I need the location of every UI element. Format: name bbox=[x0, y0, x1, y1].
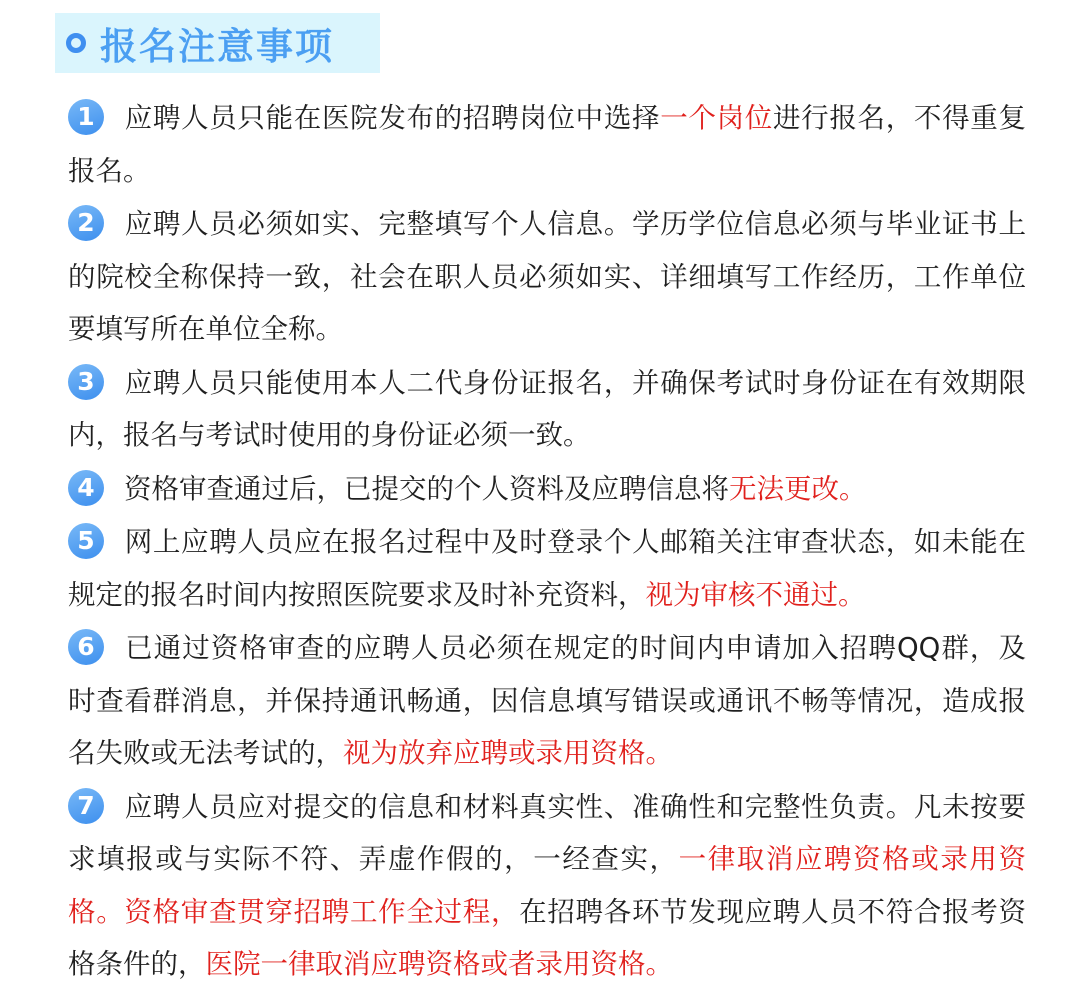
notice-line bbox=[68, 727, 1026, 780]
notice-line bbox=[68, 938, 1026, 991]
notice-item bbox=[68, 357, 1026, 462]
notice-text: 规定的报名时间内按照医院要求及时补充资料， bbox=[68, 578, 646, 611]
number-badge-icon: 2 bbox=[68, 205, 104, 241]
number-badge-icon: 3 bbox=[68, 364, 104, 400]
highlighted-text: 视为审核不通过。 bbox=[645, 578, 866, 611]
highlighted-text: 一个岗位 bbox=[660, 102, 773, 134]
notice-text: 要填写所在单位全称。 bbox=[68, 313, 343, 345]
notice-text: 应聘人员只能在医院发布的招聘岗位中选择 bbox=[124, 102, 661, 134]
notice-item bbox=[68, 463, 1026, 516]
notice-line bbox=[68, 886, 1026, 939]
notice-line bbox=[68, 92, 1026, 145]
notice-line bbox=[68, 303, 1026, 356]
notice-line bbox=[68, 145, 1026, 198]
notice-item bbox=[68, 198, 1026, 356]
highlighted-text: 一律取消应聘资格或录用资 bbox=[678, 843, 1026, 875]
notice-list bbox=[68, 92, 1026, 992]
notice-line bbox=[68, 622, 1026, 675]
notice-text: 应聘人员应对提交的信息和材料真实性、准确性和完整性负责。凡未按要 bbox=[124, 790, 1026, 823]
notice-text: 进行报名，不得重复 bbox=[773, 102, 1026, 134]
number-badge-icon: 6 bbox=[68, 629, 104, 665]
notice-text: 名失败或无法考试的， bbox=[68, 737, 343, 769]
notice-item bbox=[68, 92, 1026, 197]
notice-item bbox=[68, 622, 1026, 780]
notice-line bbox=[68, 781, 1026, 834]
circle-icon bbox=[66, 33, 86, 53]
highlighted-text: 无法更改。 bbox=[729, 472, 867, 505]
number-badge-icon: 7 bbox=[68, 788, 104, 824]
notice-line bbox=[68, 516, 1026, 569]
notice-text: 资格审查通过后，已提交的个人资料及应聘信息将 bbox=[124, 472, 729, 505]
section-header bbox=[55, 13, 380, 73]
notice-text: 的院校全称保持一致，社会在职人员必须如实、详细填写工作经历，工作单位 bbox=[68, 260, 1026, 293]
notice-line bbox=[68, 198, 1026, 251]
notice-text: 内，报名与考试时使用的身份证必须一致。 bbox=[68, 419, 591, 451]
number-badge-icon: 4 bbox=[68, 470, 104, 506]
notice-line bbox=[68, 409, 1026, 462]
notice-line bbox=[68, 833, 1026, 886]
notice-line bbox=[68, 357, 1026, 410]
notice-text: 在招聘各环节发现应聘人员不符合报考资 bbox=[519, 895, 1027, 928]
highlighted-text: 视为放弃应聘或录用资格。 bbox=[343, 737, 673, 769]
notice-text: 已通过资格审查的应聘人员必须在规定的时间内申请加入招聘QQ群，及 bbox=[124, 632, 1026, 664]
number-badge-icon: 1 bbox=[68, 99, 104, 135]
number-badge-icon: 5 bbox=[68, 523, 104, 559]
notice-line bbox=[68, 675, 1026, 728]
notice-item bbox=[68, 781, 1026, 991]
notice-text: 网上应聘人员应在报名过程中及时登录个人邮箱关注审查状态，如未能在 bbox=[124, 526, 1026, 558]
notice-line bbox=[68, 569, 1026, 622]
notice-line bbox=[68, 463, 1026, 516]
notice-text: 时查看群消息，并保持通讯畅通，因信息填写错误或通讯不畅等情况，造成报 bbox=[68, 684, 1026, 717]
notice-text: 报名。 bbox=[68, 154, 151, 187]
notice-text: 应聘人员只能使用本人二代身份证报名，并确保考试时身份证在有效期限 bbox=[124, 366, 1026, 399]
notice-text: 求填报或与实际不符、弄虚作假的，一经查实， bbox=[68, 843, 679, 875]
highlighted-text: 格。资格审查贯穿招聘工作全过程， bbox=[68, 895, 520, 928]
notice-line bbox=[68, 251, 1026, 304]
highlighted-text: 医院一律取消应聘资格或者录用资格。 bbox=[205, 948, 673, 980]
notice-text: 格条件的， bbox=[68, 948, 206, 980]
notice-item bbox=[68, 516, 1026, 621]
section-title: 报名注意事项 bbox=[100, 25, 334, 68]
notice-text: 应聘人员必须如实、完整填写个人信息。学历学位信息必须与毕业证书上 bbox=[124, 208, 1026, 240]
